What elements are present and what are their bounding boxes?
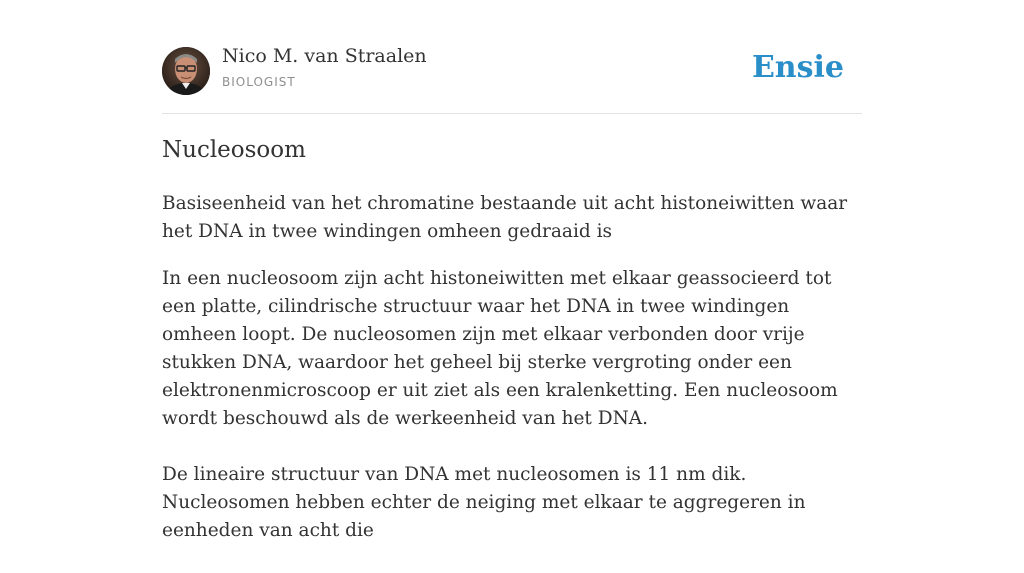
- author-avatar[interactable]: [162, 47, 210, 95]
- author-header: [162, 0, 862, 114]
- article-summary: Basiseenheid van het chromatine bestaande uit acht histoneiwitten waar het DNA in twee windingen omheen gedraaid is: [162, 193, 848, 242]
- article-body: [162, 265, 862, 573]
- page-container: [162, 0, 862, 541]
- ensie-logo[interactable]: Ensie: [751, 50, 844, 85]
- body-paragraph: In een nucleosoom zijn acht histoneiwitten met elkaar geassocieerd tot een platte, cilindrische structuur waar het DNA in twee windingen omheen loopt. De nucleosomen zijn met elkaar verbonden door vrije stukken DNA, waardoor het geheel bij sterke vergroting onder een elektronenmicroscoop er uit ziet als een kralenketting. Een nucleosoom wordt beschouwd als de werkeenheid van het DNA.: [162, 268, 838, 429]
- author-role: BIOLOGIST: [222, 75, 296, 89]
- article-title: Nucleosoom: [162, 137, 306, 163]
- author-name[interactable]: Nico M. van Straalen: [222, 45, 427, 67]
- author-portrait-icon: [162, 47, 210, 95]
- body-paragraph: De lineaire structuur van DNA met nucleosomen is 11 nm dik. Nucleosomen hebben echter de neiging met elkaar te aggregeren in eenheden van acht die: [162, 464, 806, 541]
